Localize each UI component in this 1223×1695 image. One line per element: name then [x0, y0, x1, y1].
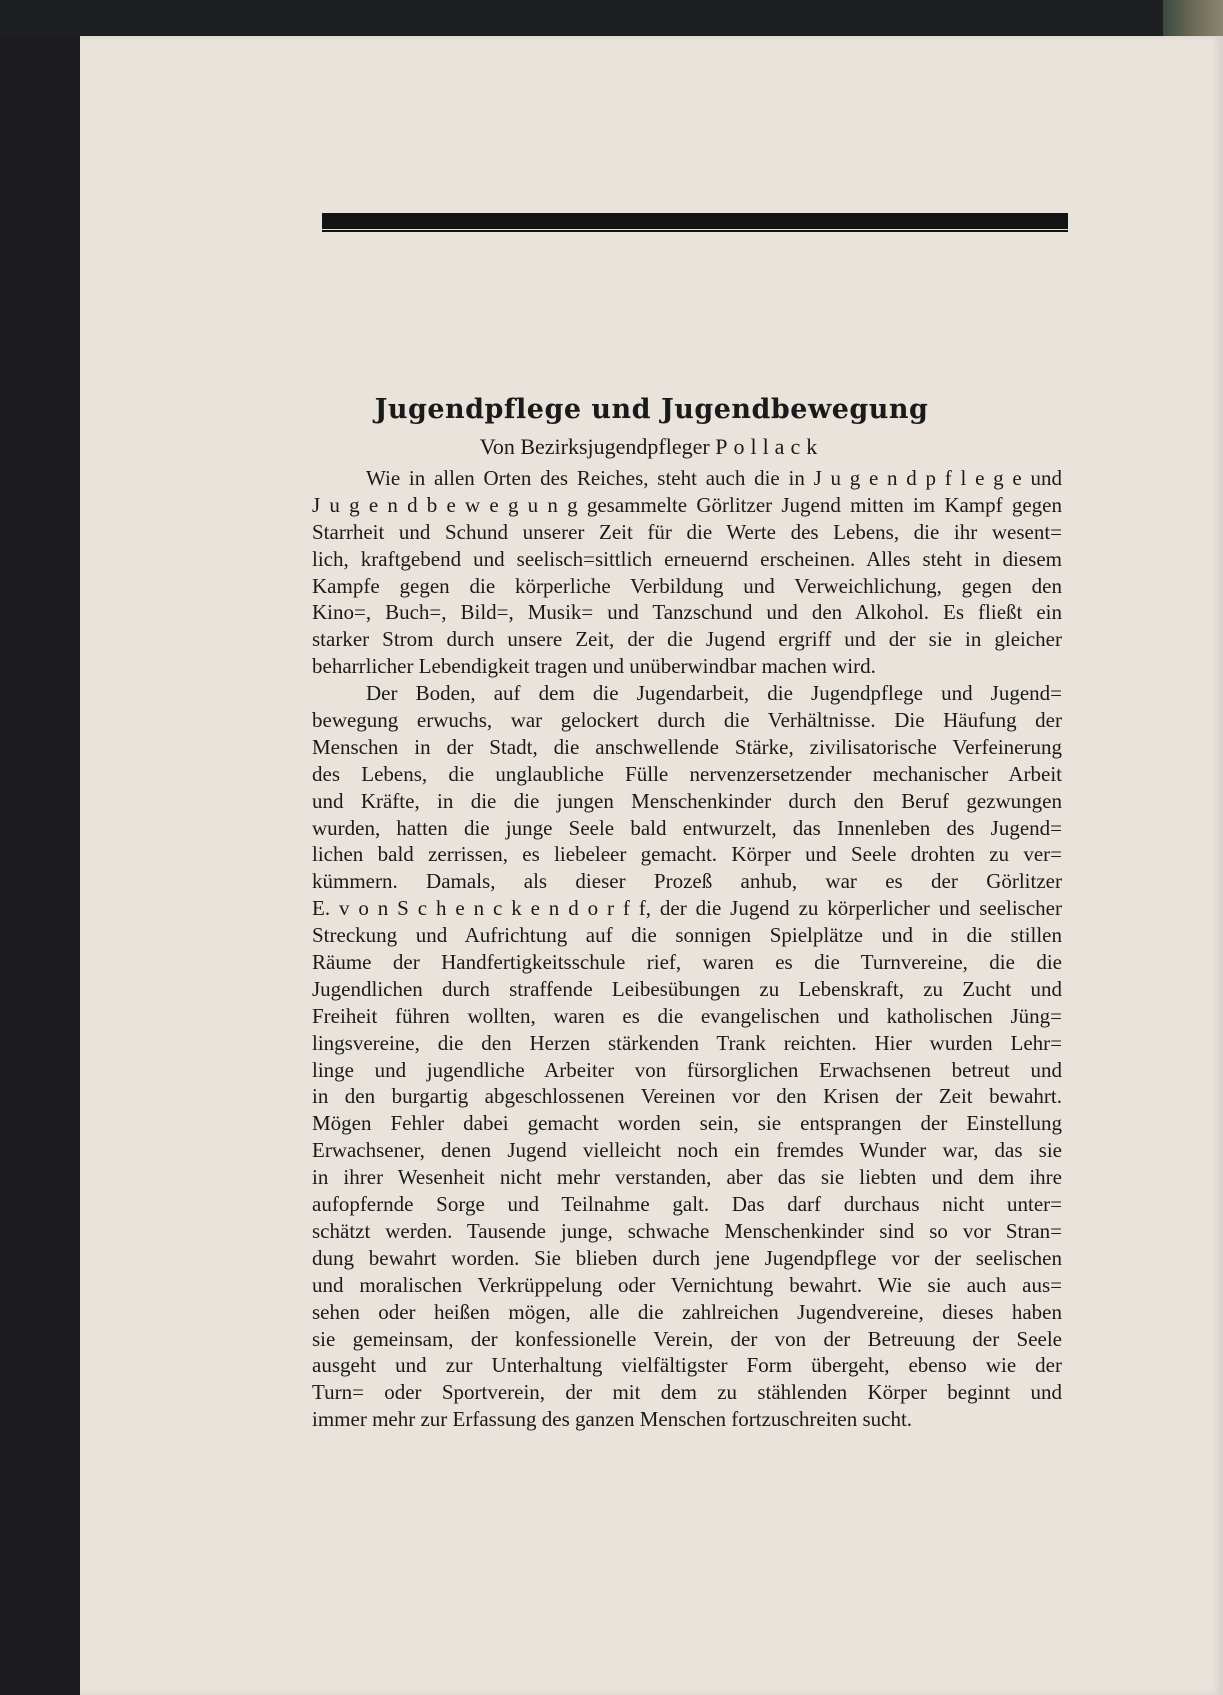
text-line: E. v o n S c h e n c k e n d o r f f, der die Jugend zu körperlicher und seelischer — [312, 896, 1062, 921]
text-line: bewegung erwuchs, war gelockert durch die Verhältnisse. Die Häufung der — [312, 708, 1062, 733]
text-line: Freiheit führen wollten, waren es die evangelischen und katholischen Jüng= — [312, 1003, 1062, 1028]
text-line: Kino=, Buch=, Bild=, Musik= und Tanzschund und den Alkohol. Es fließt ein — [312, 600, 1062, 625]
text-line: Starrheit und Schund unserer Zeit für die Werte des Lebens, die ihr wesent= — [312, 519, 1062, 544]
text-line: schätzt werden. Tausende junge, schwache Menschenkinder sind so vor Stran= — [312, 1218, 1062, 1243]
text-line: Erwachsener, denen Jugend vielleicht noch ein fremdes Wunder war, das sie — [312, 1138, 1062, 1163]
text-line: beharrlicher Lebendigkeit tragen und unüberwindbar machen wird. — [312, 654, 876, 679]
document-page — [80, 36, 1223, 1695]
text-line: Mögen Fehler dabei gemacht worden sein, sie entsprangen der Einstellung — [312, 1111, 1062, 1136]
text-line: und moralischen Verkrüppelung oder Vernichtung bewahrt. Wie sie auch aus= — [312, 1272, 1062, 1297]
text-line: J u g e n d b e w e g u n g gesammelte Görlitzer Jugend mitten im Kampf gegen — [312, 492, 1062, 517]
text-line: dung bewahrt worden. Sie blieben durch jene Jugendpflege vor der seelischen — [312, 1245, 1062, 1270]
text-line: starker Strom durch unsere Zeit, der die Jugend ergriff und der sie in gleicher — [312, 627, 1062, 652]
text-line: lich, kraftgebend und seelisch=sittlich erneuernd erscheinen. Alles steht in diesem — [312, 546, 1062, 571]
text-line: und Kräfte, in die die jungen Menschenkinder durch den Beruf gezwungen — [312, 788, 1062, 813]
text-line: wurden, hatten die junge Seele bald entwurzelt, das Innenleben des Jugend= — [312, 815, 1062, 840]
text-line: in den burgartig abgeschlossenen Vereinen vor den Krisen der Zeit bewahrt. — [312, 1084, 1062, 1109]
text-line: Streckung und Aufrichtung auf die sonnigen Spielplätze und in die stillen — [312, 923, 1062, 948]
article-byline — [80, 434, 1223, 460]
scan-background-top — [0, 0, 1223, 36]
text-line: aufopfernde Sorge und Teilnahme galt. Das darf durchaus nicht unter= — [312, 1192, 1062, 1217]
text-line: sehen oder heißen mögen, alle die zahlreichen Jugendvereine, dieses haben — [312, 1299, 1062, 1324]
text-line: Turn= oder Sportverein, der mit dem zu stählenden Körper beginnt und — [312, 1380, 1062, 1405]
text-line: kümmern. Damals, als dieser Prozeß anhub, war es der Görlitzer — [312, 869, 1062, 894]
text-line: linge und jugendliche Arbeiter von fürsorglichen Erwachsenen betreut und — [312, 1057, 1062, 1082]
text-line: Der Boden, auf dem die Jugendarbeit, die Jugendpflege und Jugend= — [366, 681, 1062, 706]
byline-prefix: Von Bezirksjugendpfleger — [479, 434, 710, 459]
article-body — [312, 465, 1062, 1433]
text-line: Räume der Handfertigkeitsschule rief, waren es die Turnvereine, die die — [312, 950, 1062, 975]
byline-author: Pollack — [715, 434, 824, 459]
text-line: immer mehr zur Erfassung des ganzen Menschen fortzuschreiten sucht. — [312, 1407, 913, 1432]
text-line: ausgeht und zur Unterhaltung vielfältigster Form übergeht, ebenso wie der — [312, 1353, 1062, 1378]
article-title: Jugendpflege und Jugendbewegung — [374, 394, 929, 425]
scan-corner-object — [1163, 0, 1223, 36]
text-line: lingsvereine, die den Herzen stärkenden Trank reichten. Hier wurden Lehr= — [312, 1030, 1062, 1055]
text-line: Menschen in der Stadt, die anschwellende Stärke, zivilisatorische Verfeinerung — [312, 734, 1062, 759]
text-line: Kampfe gegen die körperliche Verbildung und Verweichlichung, gegen den — [312, 573, 1062, 598]
text-line: sie gemeinsam, der konfessionelle Verein, der von der Betreuung der Seele — [312, 1326, 1062, 1351]
text-line: lichen bald zerrissen, es liebeleer gemacht. Körper und Seele drohten zu ver= — [312, 842, 1062, 867]
text-line: Wie in allen Orten des Reiches, steht auch die in J u g e n d p f l e g e und — [366, 466, 1062, 490]
text-line: in ihrer Wesenheit nicht mehr verstanden, aber das sie liebten und dem ihre — [312, 1165, 1062, 1190]
text-line: des Lebens, die unglaubliche Fülle nervenzersetzender mechanischer Arbeit — [312, 761, 1062, 786]
header-rule — [322, 213, 1068, 230]
text-line: Jugendlichen durch straffende Leibesübungen zu Lebenskraft, zu Zucht und — [312, 976, 1062, 1001]
